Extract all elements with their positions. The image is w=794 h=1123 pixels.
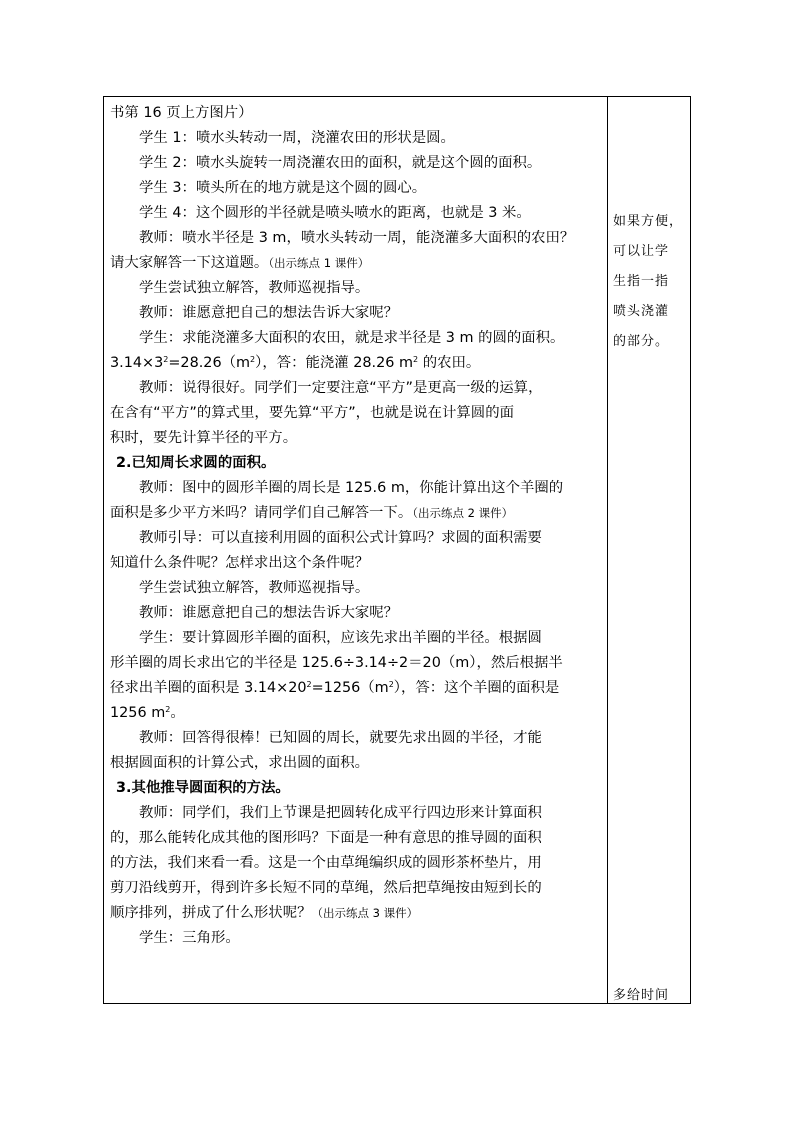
text-span: 请大家解答一下这道题。	[110, 255, 269, 271]
text-line	[110, 251, 603, 276]
formula-part: 。	[170, 705, 185, 721]
superscript: 2	[165, 705, 171, 714]
superscript: 2	[306, 680, 312, 689]
formula-part: =1256（m	[311, 680, 389, 696]
superscript: 2	[388, 680, 394, 689]
superscript: 2	[413, 355, 419, 364]
side-note	[613, 207, 687, 357]
text-line: 学生：求能浇灌多大面积的农田，就是求半径是 3 m 的圆的面积。	[139, 330, 565, 346]
text-line: 学生 1：喷水头转动一周，浇灌农田的形状是圆。	[139, 130, 455, 146]
side-note-line: 可以让学	[613, 244, 670, 259]
formula-part: ），答：能浇灌 28.26 m	[255, 355, 414, 371]
side-note-line: 的部分。	[613, 334, 670, 349]
text-line	[110, 901, 603, 926]
text-line: 学生尝试独立解答，教师巡视指导。	[139, 580, 370, 596]
text-span: 顺序排列，拼成了什么形状呢？	[110, 905, 312, 921]
formula-line	[110, 676, 603, 701]
text-line: 学生：要计算圆形羊圈的面积，应该先求出羊圈的半径。根据圆	[139, 630, 542, 646]
formula-part: ），答：这个羊圈的面积是	[393, 680, 560, 696]
column-divider	[607, 97, 608, 1003]
text-line: 教师：图中的圆形羊圈的周长是 125.6 m，你能计算出这个羊圈的	[139, 480, 564, 496]
side-note-line: 多给时间	[613, 988, 670, 1003]
formula-part: =28.26（m	[168, 355, 251, 371]
text-line: 学生：三角形。	[139, 930, 240, 946]
side-note	[613, 981, 687, 1011]
text-line: 学生 3：喷头所在的地方就是这个圆的圆心。	[139, 180, 427, 196]
text-line: 教师：回答得很棒！已知圆的周长，就要先求出圆的半径，才能	[139, 730, 542, 746]
section-heading: 2.已知周长求圆的面积。	[116, 455, 276, 471]
text-line: 教师：说得很好。同学们一定要注意“平方”是更高一级的运算，	[139, 380, 543, 396]
text-line: 书第 16 页上方图片）	[110, 105, 253, 121]
formula-part: 3.14×3	[110, 355, 164, 371]
formula-part: 1256 m	[110, 705, 166, 721]
text-line: 教师引导：可以直接利用圆的面积公式计算吗？求圆的面积需要	[139, 530, 542, 546]
text-line: 形羊圈的周长求出它的半径是 125.6÷3.14÷2＝20（m），然后根据半	[110, 655, 563, 671]
text-line: 教师：喷水半径是 3 m，喷水头转动一周，能浇灌多大面积的农田？	[139, 230, 575, 246]
formula-part: 径求出羊圈的面积是 3.14×20	[110, 680, 307, 696]
text-line: 教师：谁愿意把自己的想法告诉大家呢？	[139, 305, 399, 321]
side-note-line: 生指一指	[613, 274, 670, 289]
side-note-line: 喷头浇灌	[613, 304, 670, 319]
text-line: 的方法，我们来看一看。这是一个由草绳编织成的圆形茶杯垫片，用	[110, 855, 542, 871]
text-line: 的，那么能转化成其他的图形吗？下面是一种有意思的推导圆的面积	[110, 830, 542, 846]
text-line: 根据圆面积的计算公式，求出圆的面积。	[110, 755, 370, 771]
superscript: 2	[163, 355, 169, 364]
text-line: 教师：谁愿意把自己的想法告诉大家呢？	[139, 605, 399, 621]
text-line: 剪刀沿线剪开，得到许多长短不同的草绳，然后把草绳按由短到长的	[110, 880, 542, 896]
formula-line	[110, 351, 603, 376]
text-line: 积时，要先计算半径的平方。	[110, 430, 298, 446]
side-note-line: 如果方便，	[613, 214, 684, 229]
text-line: 学生 2：喷水头旋转一周浇灌农田的面积，就是这个圆的面积。	[139, 155, 542, 171]
text-line: 教师：同学们，我们上节课是把圆转化成平行四边形来计算面积	[139, 805, 542, 821]
text-line	[110, 501, 603, 526]
text-line: 学生 4：这个圆形的半径就是喷头喷水的距离，也就是 3 米。	[139, 205, 531, 221]
lesson-content	[110, 101, 603, 951]
courseware-note: （出示练点 3 课件）	[311, 906, 419, 920]
text-line: 知道什么条件呢？怎样求出这个条件呢？	[110, 555, 370, 571]
courseware-note: （出示练点 2 课件）	[412, 506, 514, 520]
lesson-table	[103, 96, 691, 1004]
text-span: 面积是多少平方米吗？请同学们自己解答一下。	[110, 505, 413, 521]
section-heading: 3.其他推导圆面积的方法。	[116, 780, 290, 796]
formula-part: 的农田。	[418, 355, 481, 371]
formula-line	[110, 701, 603, 726]
courseware-note: （出示练点 1 课件）	[268, 256, 370, 270]
text-line: 在含有“平方”的算式里，要先算“平方”，也就是说在计算圆的面	[110, 405, 514, 421]
superscript: 2	[250, 355, 256, 364]
text-line: 学生尝试独立解答，教师巡视指导。	[139, 280, 370, 296]
